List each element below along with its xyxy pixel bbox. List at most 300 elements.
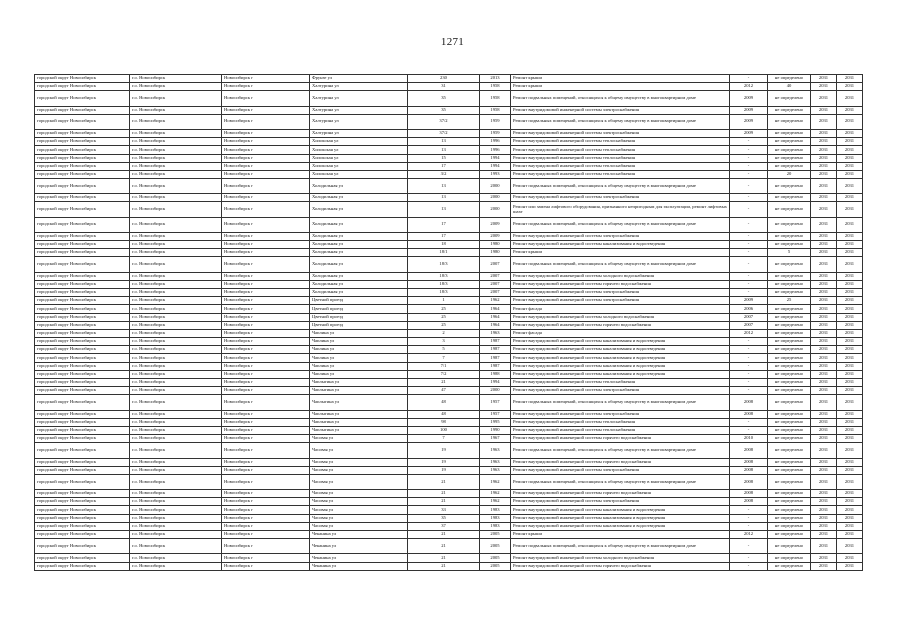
- district-cell: г.о. Новосибирск: [130, 297, 222, 305]
- table-row: [35, 539, 863, 554]
- year-built-cell: 1987: [480, 346, 511, 354]
- scope-cell: не определено: [768, 321, 811, 329]
- house-cell: 21: [408, 562, 480, 570]
- scope-cell: не определено: [768, 435, 811, 443]
- page-number: 1271: [440, 36, 465, 48]
- work-type-cell: Ремонт внутридомовой инженерной системы холодного водоснабжения: [511, 313, 730, 321]
- scope-cell: не определено: [768, 329, 811, 337]
- last-repair-year-cell: -: [730, 506, 768, 514]
- table-row: [35, 379, 863, 387]
- table-row: [35, 146, 863, 154]
- house-cell: 33: [408, 506, 480, 514]
- year-built-cell: 2000: [480, 202, 511, 217]
- locality-cell: Новосибирск г: [222, 354, 310, 362]
- last-repair-year-cell: 2012: [730, 83, 768, 91]
- house-cell: 31: [408, 83, 480, 91]
- table-row: [35, 297, 863, 305]
- work-type-cell: Ремонт внутридомовой инженерной системы электроснабжения: [511, 194, 730, 202]
- municipality-cell: городской округ Новосибирск: [35, 272, 130, 280]
- municipality-cell: городской округ Новосибирск: [35, 179, 130, 194]
- work-type-cell: Ремонт внутридомовой инженерной системы теплоснабжения: [511, 162, 730, 170]
- district-cell: г.о. Новосибирск: [130, 232, 222, 240]
- house-cell: 35: [408, 91, 480, 106]
- work-type-cell: Ремонт подвальных помещений, относящихся к общему имуществу в многоквартирном доме: [511, 217, 730, 232]
- municipality-cell: городской округ Новосибирск: [35, 321, 130, 329]
- street-cell: Чаплина ул: [310, 346, 408, 354]
- year-built-cell: 1983: [480, 514, 511, 522]
- scope-cell: не определено: [768, 114, 811, 129]
- year-built-cell: 2007: [480, 280, 511, 288]
- year-built-cell: 1959: [480, 114, 511, 129]
- year-built-cell: 1963: [480, 458, 511, 466]
- locality-cell: Новосибирск г: [222, 194, 310, 202]
- house-cell: 25: [408, 305, 480, 313]
- plan-end-cell: 2031: [837, 202, 863, 217]
- plan-end-cell: 2031: [837, 272, 863, 280]
- work-type-cell: Ремонт внутридомовой инженерной системы теплоснабжения: [511, 170, 730, 178]
- scope-cell: не определено: [768, 474, 811, 489]
- locality-cell: Новосибирск г: [222, 313, 310, 321]
- scope-cell: не определено: [768, 346, 811, 354]
- last-repair-year-cell: -: [730, 288, 768, 296]
- street-cell: Чаплыгина ул: [310, 379, 408, 387]
- locality-cell: Новосибирск г: [222, 241, 310, 249]
- work-type-cell: Ремонт внутридомовой инженерной системы канализования и водоотведения: [511, 346, 730, 354]
- scope-cell: не определено: [768, 354, 811, 362]
- year-built-cell: 1957: [480, 395, 511, 410]
- table-row: [35, 362, 863, 370]
- work-type-cell: Ремонт внутридомовой инженерной системы горячего водоснабжения: [511, 435, 730, 443]
- plan-start-cell: 2031: [811, 194, 837, 202]
- street-cell: Часовая ул: [310, 490, 408, 498]
- plan-end-cell: 2031: [837, 249, 863, 257]
- last-repair-year-cell: -: [730, 522, 768, 530]
- last-repair-year-cell: -: [730, 362, 768, 370]
- municipality-cell: городской округ Новосибирск: [35, 202, 130, 217]
- street-cell: Часовая ул: [310, 474, 408, 489]
- municipality-cell: городской округ Новосибирск: [35, 162, 130, 170]
- district-cell: г.о. Новосибирск: [130, 458, 222, 466]
- scope-cell: не определено: [768, 387, 811, 395]
- plan-start-cell: 2031: [811, 395, 837, 410]
- year-built-cell: 1958: [480, 91, 511, 106]
- scope-cell: не определено: [768, 305, 811, 313]
- house-cell: 19: [408, 458, 480, 466]
- locality-cell: Новосибирск г: [222, 329, 310, 337]
- work-type-cell: Ремонт фасада: [511, 305, 730, 313]
- municipality-cell: городской округ Новосибирск: [35, 154, 130, 162]
- street-cell: Чеканина ул: [310, 539, 408, 554]
- work-type-cell: Ремонт внутридомовой инженерной системы канализования и водоотведения: [511, 522, 730, 530]
- house-cell: 7/1: [408, 362, 480, 370]
- house-cell: 13: [408, 202, 480, 217]
- locality-cell: Новосибирск г: [222, 146, 310, 154]
- municipality-cell: городской округ Новосибирск: [35, 498, 130, 506]
- house-cell: 18/3: [408, 272, 480, 280]
- district-cell: г.о. Новосибирск: [130, 272, 222, 280]
- plan-start-cell: 2031: [811, 232, 837, 240]
- last-repair-year-cell: 2009: [730, 114, 768, 129]
- plan-start-cell: 2031: [811, 435, 837, 443]
- plan-end-cell: 2031: [837, 280, 863, 288]
- street-cell: Холодильная ул: [310, 241, 408, 249]
- municipality-cell: городской округ Новосибирск: [35, 305, 130, 313]
- municipality-cell: городской округ Новосибирск: [35, 138, 130, 146]
- district-cell: г.о. Новосибирск: [130, 75, 222, 83]
- table-row: [35, 426, 863, 434]
- district-cell: г.о. Новосибирск: [130, 154, 222, 162]
- locality-cell: Новосибирск г: [222, 138, 310, 146]
- municipality-cell: городской округ Новосибирск: [35, 370, 130, 378]
- table-row: [35, 217, 863, 232]
- house-cell: 35: [408, 106, 480, 114]
- municipality-cell: городской округ Новосибирск: [35, 346, 130, 354]
- plan-start-cell: 2031: [811, 280, 837, 288]
- municipality-cell: городской округ Новосибирск: [35, 170, 130, 178]
- last-repair-year-cell: 2012: [730, 329, 768, 337]
- street-cell: Чаплина ул: [310, 362, 408, 370]
- street-cell: Холодильная ул: [310, 217, 408, 232]
- work-type-cell: Ремонт внутридомовой инженерной системы канализования и водоотведения: [511, 241, 730, 249]
- street-cell: Часовая ул: [310, 458, 408, 466]
- last-repair-year-cell: 2008: [730, 443, 768, 458]
- municipality-cell: городской округ Новосибирск: [35, 217, 130, 232]
- work-type-cell: Ремонт внутридомовой инженерной системы холодного водоснабжения: [511, 554, 730, 562]
- plan-end-cell: 2031: [837, 217, 863, 232]
- table-row: [35, 232, 863, 240]
- scope-cell: не определено: [768, 514, 811, 522]
- district-cell: г.о. Новосибирск: [130, 313, 222, 321]
- house-cell: 13: [408, 194, 480, 202]
- locality-cell: Новосибирск г: [222, 379, 310, 387]
- table-row: [35, 83, 863, 91]
- last-repair-year-cell: -: [730, 257, 768, 272]
- plan-start-cell: 2031: [811, 443, 837, 458]
- plan-start-cell: 2031: [811, 138, 837, 146]
- scope-cell: не определено: [768, 91, 811, 106]
- district-cell: г.о. Новосибирск: [130, 466, 222, 474]
- municipality-cell: городской округ Новосибирск: [35, 539, 130, 554]
- house-cell: 37: [408, 522, 480, 530]
- district-cell: г.о. Новосибирск: [130, 514, 222, 522]
- locality-cell: Новосибирск г: [222, 514, 310, 522]
- locality-cell: Новосибирск г: [222, 426, 310, 434]
- street-cell: Цветной проезд: [310, 305, 408, 313]
- plan-end-cell: 2031: [837, 146, 863, 154]
- plan-start-cell: 2031: [811, 249, 837, 257]
- last-repair-year-cell: 2009: [730, 106, 768, 114]
- district-cell: г.о. Новосибирск: [130, 506, 222, 514]
- municipality-cell: городской округ Новосибирск: [35, 329, 130, 337]
- scope-cell: не определено: [768, 313, 811, 321]
- district-cell: г.о. Новосибирск: [130, 138, 222, 146]
- work-type-cell: Ремонт внутридомовой инженерной системы теплоснабжения: [511, 379, 730, 387]
- last-repair-year-cell: 2008: [730, 458, 768, 466]
- work-type-cell: Ремонт внутридомовой инженерной системы электроснабжения: [511, 297, 730, 305]
- plan-start-cell: 2031: [811, 106, 837, 114]
- house-cell: 5: [408, 346, 480, 354]
- plan-end-cell: 2031: [837, 498, 863, 506]
- plan-end-cell: 2031: [837, 162, 863, 170]
- table-row: [35, 170, 863, 178]
- municipality-cell: городской округ Новосибирск: [35, 466, 130, 474]
- work-type-cell: Ремонт подвальных помещений, относящихся к общему имуществу в многоквартирном доме: [511, 443, 730, 458]
- year-built-cell: 2005: [480, 539, 511, 554]
- municipality-cell: городской округ Новосибирск: [35, 241, 130, 249]
- scope-cell: 5: [768, 249, 811, 257]
- street-cell: Холодильная ул: [310, 257, 408, 272]
- municipality-cell: городской округ Новосибирск: [35, 506, 130, 514]
- plan-end-cell: 2031: [837, 379, 863, 387]
- plan-end-cell: 2031: [837, 257, 863, 272]
- plan-end-cell: 2031: [837, 395, 863, 410]
- plan-start-cell: 2031: [811, 354, 837, 362]
- locality-cell: Новосибирск г: [222, 91, 310, 106]
- last-repair-year-cell: 2008: [730, 498, 768, 506]
- street-cell: Хилокская ул: [310, 146, 408, 154]
- table-row: [35, 129, 863, 137]
- year-built-cell: 1987: [480, 362, 511, 370]
- table-row: [35, 202, 863, 217]
- plan-start-cell: 2031: [811, 154, 837, 162]
- locality-cell: Новосибирск г: [222, 232, 310, 240]
- locality-cell: Новосибирск г: [222, 562, 310, 570]
- work-type-cell: Ремонт внутридомовой инженерной системы горячего водоснабжения: [511, 321, 730, 329]
- locality-cell: Новосибирск г: [222, 370, 310, 378]
- last-repair-year-cell: -: [730, 154, 768, 162]
- last-repair-year-cell: -: [730, 138, 768, 146]
- table-row: [35, 506, 863, 514]
- house-cell: 37/2: [408, 129, 480, 137]
- street-cell: Чаплыгина ул: [310, 395, 408, 410]
- table-row: [35, 387, 863, 395]
- scope-cell: не определено: [768, 288, 811, 296]
- plan-start-cell: 2031: [811, 346, 837, 354]
- municipality-cell: городской округ Новосибирск: [35, 443, 130, 458]
- locality-cell: Новосибирск г: [222, 249, 310, 257]
- year-built-cell: 1994: [480, 162, 511, 170]
- locality-cell: Новосибирск г: [222, 217, 310, 232]
- street-cell: Часовая ул: [310, 514, 408, 522]
- work-type-cell: Ремонт внутридомовой инженерной системы электроснабжения: [511, 410, 730, 418]
- last-repair-year-cell: -: [730, 354, 768, 362]
- house-cell: 37/2: [408, 114, 480, 129]
- plan-start-cell: 2031: [811, 170, 837, 178]
- municipality-cell: городской округ Новосибирск: [35, 146, 130, 154]
- year-built-cell: 1958: [480, 106, 511, 114]
- street-cell: Чаплыгина ул: [310, 426, 408, 434]
- plan-end-cell: 2031: [837, 514, 863, 522]
- table-row: [35, 562, 863, 570]
- plan-end-cell: 2031: [837, 418, 863, 426]
- plan-end-cell: 2031: [837, 426, 863, 434]
- house-cell: 2: [408, 329, 480, 337]
- year-built-cell: 2009: [480, 232, 511, 240]
- locality-cell: Новосибирск г: [222, 179, 310, 194]
- house-cell: 47: [408, 387, 480, 395]
- plan-end-cell: 2031: [837, 114, 863, 129]
- street-cell: Цветной проезд: [310, 321, 408, 329]
- house-cell: 3/2: [408, 170, 480, 178]
- scope-cell: 20: [768, 170, 811, 178]
- table-row: [35, 531, 863, 539]
- table-row: [35, 288, 863, 296]
- house-cell: 21: [408, 539, 480, 554]
- plan-end-cell: 2031: [837, 91, 863, 106]
- table-row: [35, 114, 863, 129]
- work-type-cell: Ремонт внутридомовой инженерной системы электроснабжения: [511, 498, 730, 506]
- year-built-cell: 1962: [480, 498, 511, 506]
- district-cell: г.о. Новосибирск: [130, 395, 222, 410]
- district-cell: г.о. Новосибирск: [130, 129, 222, 137]
- municipality-cell: городской округ Новосибирск: [35, 410, 130, 418]
- plan-end-cell: 2031: [837, 370, 863, 378]
- district-cell: г.о. Новосибирск: [130, 435, 222, 443]
- plan-start-cell: 2031: [811, 474, 837, 489]
- street-cell: Холодильная ул: [310, 249, 408, 257]
- municipality-cell: городской округ Новосибирск: [35, 106, 130, 114]
- locality-cell: Новосибирск г: [222, 257, 310, 272]
- plan-start-cell: 2031: [811, 562, 837, 570]
- scope-cell: не определено: [768, 179, 811, 194]
- year-built-cell: 1980: [480, 249, 511, 257]
- plan-start-cell: 2031: [811, 272, 837, 280]
- street-cell: Холодильная ул: [310, 288, 408, 296]
- work-type-cell: Ремонт крыши: [511, 75, 730, 83]
- locality-cell: Новосибирск г: [222, 443, 310, 458]
- district-cell: г.о. Новосибирск: [130, 539, 222, 554]
- plan-end-cell: 2031: [837, 490, 863, 498]
- last-repair-year-cell: 2008: [730, 474, 768, 489]
- district-cell: г.о. Новосибирск: [130, 114, 222, 129]
- table-row: [35, 91, 863, 106]
- plan-start-cell: 2031: [811, 321, 837, 329]
- year-built-cell: 1988: [480, 370, 511, 378]
- locality-cell: Новосибирск г: [222, 321, 310, 329]
- house-cell: 98: [408, 418, 480, 426]
- district-cell: г.о. Новосибирск: [130, 170, 222, 178]
- plan-end-cell: 2031: [837, 138, 863, 146]
- street-cell: Халтурина ул: [310, 106, 408, 114]
- plan-end-cell: 2031: [837, 474, 863, 489]
- work-type-cell: Ремонт внутридомовой инженерной системы электроснабжения: [511, 129, 730, 137]
- scope-cell: не определено: [768, 395, 811, 410]
- district-cell: г.о. Новосибирск: [130, 338, 222, 346]
- street-cell: Хилокская ул: [310, 154, 408, 162]
- locality-cell: Новосибирск г: [222, 129, 310, 137]
- year-built-cell: 2000: [480, 387, 511, 395]
- scope-cell: не определено: [768, 75, 811, 83]
- locality-cell: Новосибирск г: [222, 539, 310, 554]
- work-type-cell: Ремонт подвальных помещений, относящихся к общему имуществу в многоквартирном доме: [511, 474, 730, 489]
- scope-cell: не определено: [768, 194, 811, 202]
- plan-start-cell: 2031: [811, 129, 837, 137]
- municipality-cell: городской округ Новосибирск: [35, 426, 130, 434]
- table-row: [35, 272, 863, 280]
- work-type-cell: Ремонт внутридомовой инженерной системы электроснабжения: [511, 288, 730, 296]
- municipality-cell: городской округ Новосибирск: [35, 435, 130, 443]
- work-type-cell: Ремонт подвальных помещений, относящихся к общему имуществу в многоквартирном доме: [511, 395, 730, 410]
- plan-end-cell: 2031: [837, 531, 863, 539]
- table-row: [35, 249, 863, 257]
- locality-cell: Новосибирск г: [222, 466, 310, 474]
- plan-start-cell: 2031: [811, 362, 837, 370]
- work-type-cell: Ремонт внутридомовой инженерной системы горячего водоснабжения: [511, 562, 730, 570]
- plan-start-cell: 2031: [811, 288, 837, 296]
- last-repair-year-cell: 2008: [730, 395, 768, 410]
- work-type-cell: Ремонт внутридомовой инженерной системы электроснабжения: [511, 466, 730, 474]
- locality-cell: Новосибирск г: [222, 272, 310, 280]
- plan-end-cell: 2031: [837, 75, 863, 83]
- locality-cell: Новосибирск г: [222, 395, 310, 410]
- district-cell: г.о. Новосибирск: [130, 474, 222, 489]
- scope-cell: не определено: [768, 506, 811, 514]
- work-type-cell: Ремонт внутридомовой инженерной системы горячего водоснабжения: [511, 280, 730, 288]
- plan-end-cell: 2031: [837, 443, 863, 458]
- scope-cell: не определено: [768, 280, 811, 288]
- house-cell: 13: [408, 179, 480, 194]
- scope-cell: не определено: [768, 146, 811, 154]
- table-row: [35, 329, 863, 337]
- municipality-cell: городской округ Новосибирск: [35, 362, 130, 370]
- plan-start-cell: 2031: [811, 554, 837, 562]
- district-cell: г.о. Новосибирск: [130, 490, 222, 498]
- locality-cell: Новосибирск г: [222, 435, 310, 443]
- municipality-cell: городской округ Новосибирск: [35, 474, 130, 489]
- house-cell: 230: [408, 75, 480, 83]
- table-row: [35, 257, 863, 272]
- last-repair-year-cell: 2008: [730, 466, 768, 474]
- plan-end-cell: 2031: [837, 329, 863, 337]
- plan-start-cell: 2031: [811, 410, 837, 418]
- work-type-cell: Ремонт подвальных помещений, относящихся к общему имуществу в многоквартирном доме: [511, 114, 730, 129]
- plan-end-cell: 2031: [837, 154, 863, 162]
- last-repair-year-cell: -: [730, 539, 768, 554]
- district-cell: г.о. Новосибирск: [130, 410, 222, 418]
- plan-end-cell: 2031: [837, 129, 863, 137]
- scope-cell: не определено: [768, 154, 811, 162]
- last-repair-year-cell: -: [730, 75, 768, 83]
- plan-start-cell: 2031: [811, 83, 837, 91]
- last-repair-year-cell: -: [730, 514, 768, 522]
- year-built-cell: 1994: [480, 379, 511, 387]
- plan-start-cell: 2031: [811, 313, 837, 321]
- scope-cell: не определено: [768, 370, 811, 378]
- work-type-cell: Ремонт подвальных помещений, относящихся к общему имуществу в многоквартирном доме: [511, 179, 730, 194]
- scope-cell: не определено: [768, 362, 811, 370]
- street-cell: Халтурина ул: [310, 91, 408, 106]
- year-built-cell: 1980: [480, 241, 511, 249]
- locality-cell: Новосибирск г: [222, 83, 310, 91]
- locality-cell: Новосибирск г: [222, 106, 310, 114]
- house-cell: 21: [408, 554, 480, 562]
- street-cell: Чеканина ул: [310, 562, 408, 570]
- scope-cell: не определено: [768, 162, 811, 170]
- municipality-cell: городской округ Новосибирск: [35, 522, 130, 530]
- last-repair-year-cell: -: [730, 562, 768, 570]
- last-repair-year-cell: 2009: [730, 91, 768, 106]
- year-built-cell: 1962: [480, 297, 511, 305]
- year-built-cell: 2000: [480, 179, 511, 194]
- plan-end-cell: 2031: [837, 506, 863, 514]
- last-repair-year-cell: 2010: [730, 435, 768, 443]
- last-repair-year-cell: -: [730, 162, 768, 170]
- house-cell: 15: [408, 154, 480, 162]
- locality-cell: Новосибирск г: [222, 75, 310, 83]
- street-cell: Часовая ул: [310, 506, 408, 514]
- table-row: [35, 241, 863, 249]
- district-cell: г.о. Новосибирск: [130, 305, 222, 313]
